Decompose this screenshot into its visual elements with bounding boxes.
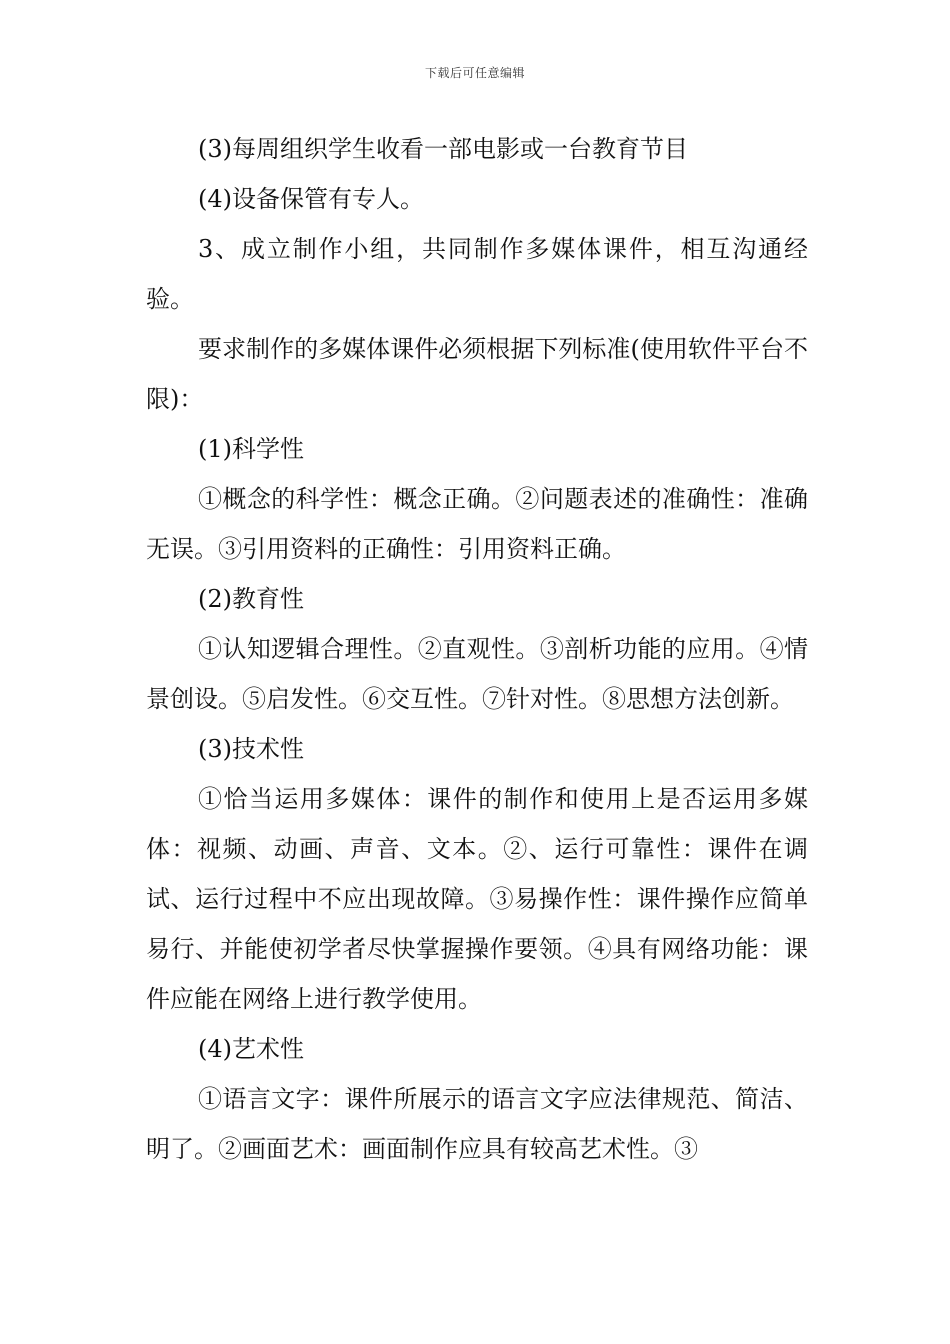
subheading-technical: (3)技术性: [198, 735, 304, 763]
paragraph-educational: ①认知逻辑合理性。②直观性。③剖析功能的应用。④情景创设。⑤启发性。⑥交互性。⑦针对性。⑧思想方法创新。: [146, 635, 808, 713]
paragraph-section-3: 3、成立制作小组，共同制作多媒体课件，相互沟通经验。: [146, 235, 808, 313]
subheading-artistic: (4)艺术性: [198, 1035, 304, 1063]
paragraph-item-4: (4)设备保管有专人。: [198, 185, 424, 213]
paragraph-scientific: ①概念的科学性：概念正确。②问题表述的准确性：准确无误。③引用资料的正确性：引用资料正确。: [146, 485, 808, 563]
document-body: [146, 124, 808, 1174]
paragraph-requirements: 要求制作的多媒体课件必须根据下列标准(使用软件平台不限)：: [146, 335, 808, 413]
paragraph-technical: ①恰当运用多媒体：课件的制作和使用上是否运用多媒体：视频、动画、声音、文本。②、运行可靠性：课件在调试、运行过程中不应出现故障。③易操作性：课件操作应简单易行、并能使初学者尽快掌握操作要领。④具有网络功能：课件应能在网络上进行教学使用。: [146, 785, 808, 1013]
paragraph-artistic: ①语言文字：课件所展示的语言文字应法律规范、简洁、明了。②画面艺术：画面制作应具有较高艺术性。③: [146, 1085, 808, 1163]
subheading-educational: (2)教育性: [198, 585, 304, 613]
page-header: 下载后可任意编辑: [424, 66, 525, 80]
paragraph-item-3: (3)每周组织学生收看一部电影或一台教育节目: [198, 135, 688, 163]
subheading-scientific: (1)科学性: [198, 435, 304, 463]
